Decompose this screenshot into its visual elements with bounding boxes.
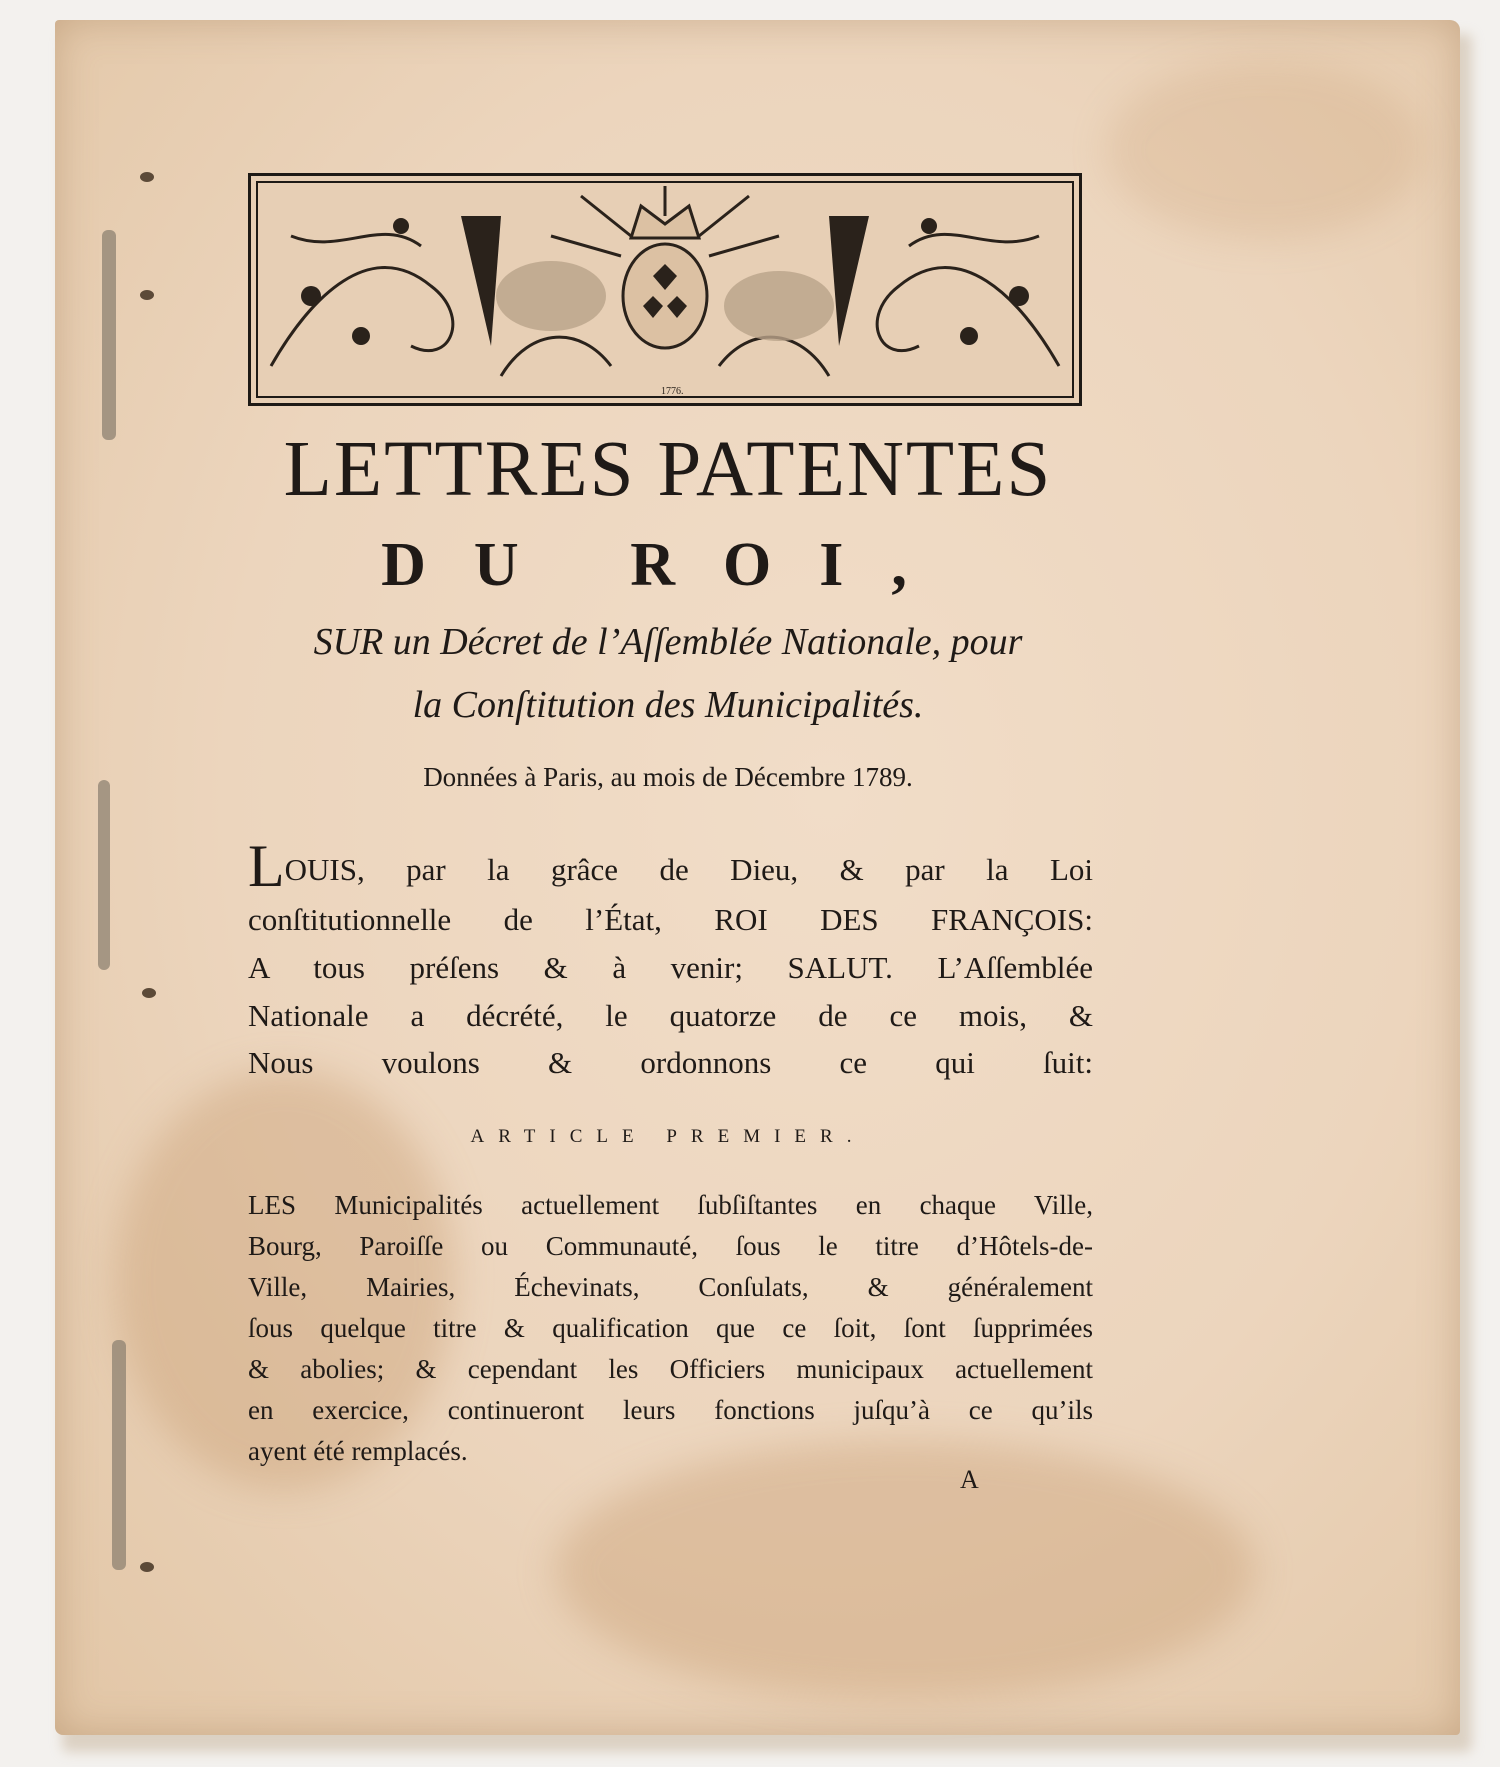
article-line: ayent été remplacés. bbox=[248, 1436, 468, 1466]
article-line: en exercice, continueront leurs fonctions juſqu’à ce qu’ils bbox=[248, 1395, 1093, 1425]
article-line: & abolies; & cependant les Officiers municipaux actuellement bbox=[248, 1354, 1093, 1384]
preamble-line-3: A tous préſens & à venir; SALUT. L’Aſſemblée bbox=[248, 950, 1093, 985]
article-line: ſous quelque titre & qualification que ce ſoit, ſont ſupprimées bbox=[248, 1313, 1093, 1343]
stitch-hole bbox=[140, 1562, 154, 1572]
water-stain bbox=[555, 1440, 1255, 1700]
preamble-line-4: Nationale a décrété, le quatorze de ce mois, & bbox=[248, 998, 1093, 1033]
banner-date: 1776. bbox=[661, 386, 684, 397]
preamble-line-1-text: OUIS, par la grâce de Dieu, & par la Loi bbox=[284, 852, 1093, 887]
drop-cap: L bbox=[248, 833, 285, 899]
water-stain bbox=[1105, 60, 1425, 240]
ornamental-banner bbox=[248, 173, 1082, 406]
stitch-hole bbox=[140, 290, 154, 300]
date-line: Données à Paris, au mois de Décembre 1789. bbox=[423, 762, 913, 792]
binding-thread bbox=[98, 780, 110, 970]
document-subtitle: DU ROI, bbox=[381, 531, 955, 599]
article-line: Bourg, Paroiſſe ou Communauté, ſous le titre d’Hôtels-de- bbox=[248, 1231, 1093, 1261]
article-line: Ville, Mairies, Échevinats, Conſulats, & généralement bbox=[248, 1272, 1093, 1302]
ornament-engraving bbox=[251, 176, 1079, 403]
binding-thread bbox=[112, 1340, 126, 1570]
stitch-hole bbox=[142, 988, 156, 998]
document-title: LETTRES PATENTES bbox=[283, 426, 1053, 513]
binding-thread bbox=[102, 230, 116, 440]
article-heading: ARTICLE PREMIER. bbox=[470, 1126, 866, 1147]
preamble-line-1 bbox=[248, 833, 1093, 899]
preamble-line-2: conſtitutionnelle de l’État, ROI DES FRANÇOIS: bbox=[248, 902, 1093, 937]
stitch-hole bbox=[140, 172, 154, 182]
heading-line-2: la Conſtitution des Municipalités. bbox=[412, 684, 924, 726]
heading-line-1: SUR un Décret de l’Aſſemblée Nationale, pour bbox=[313, 621, 1023, 663]
preamble-line-5: Nous voulons & ordonnons ce qui ſuit: bbox=[248, 1045, 1093, 1080]
article-line: LES Municipalités actuellement ſubſiſtantes en chaque Ville, bbox=[248, 1190, 1093, 1220]
signature-mark: A bbox=[960, 1465, 979, 1494]
